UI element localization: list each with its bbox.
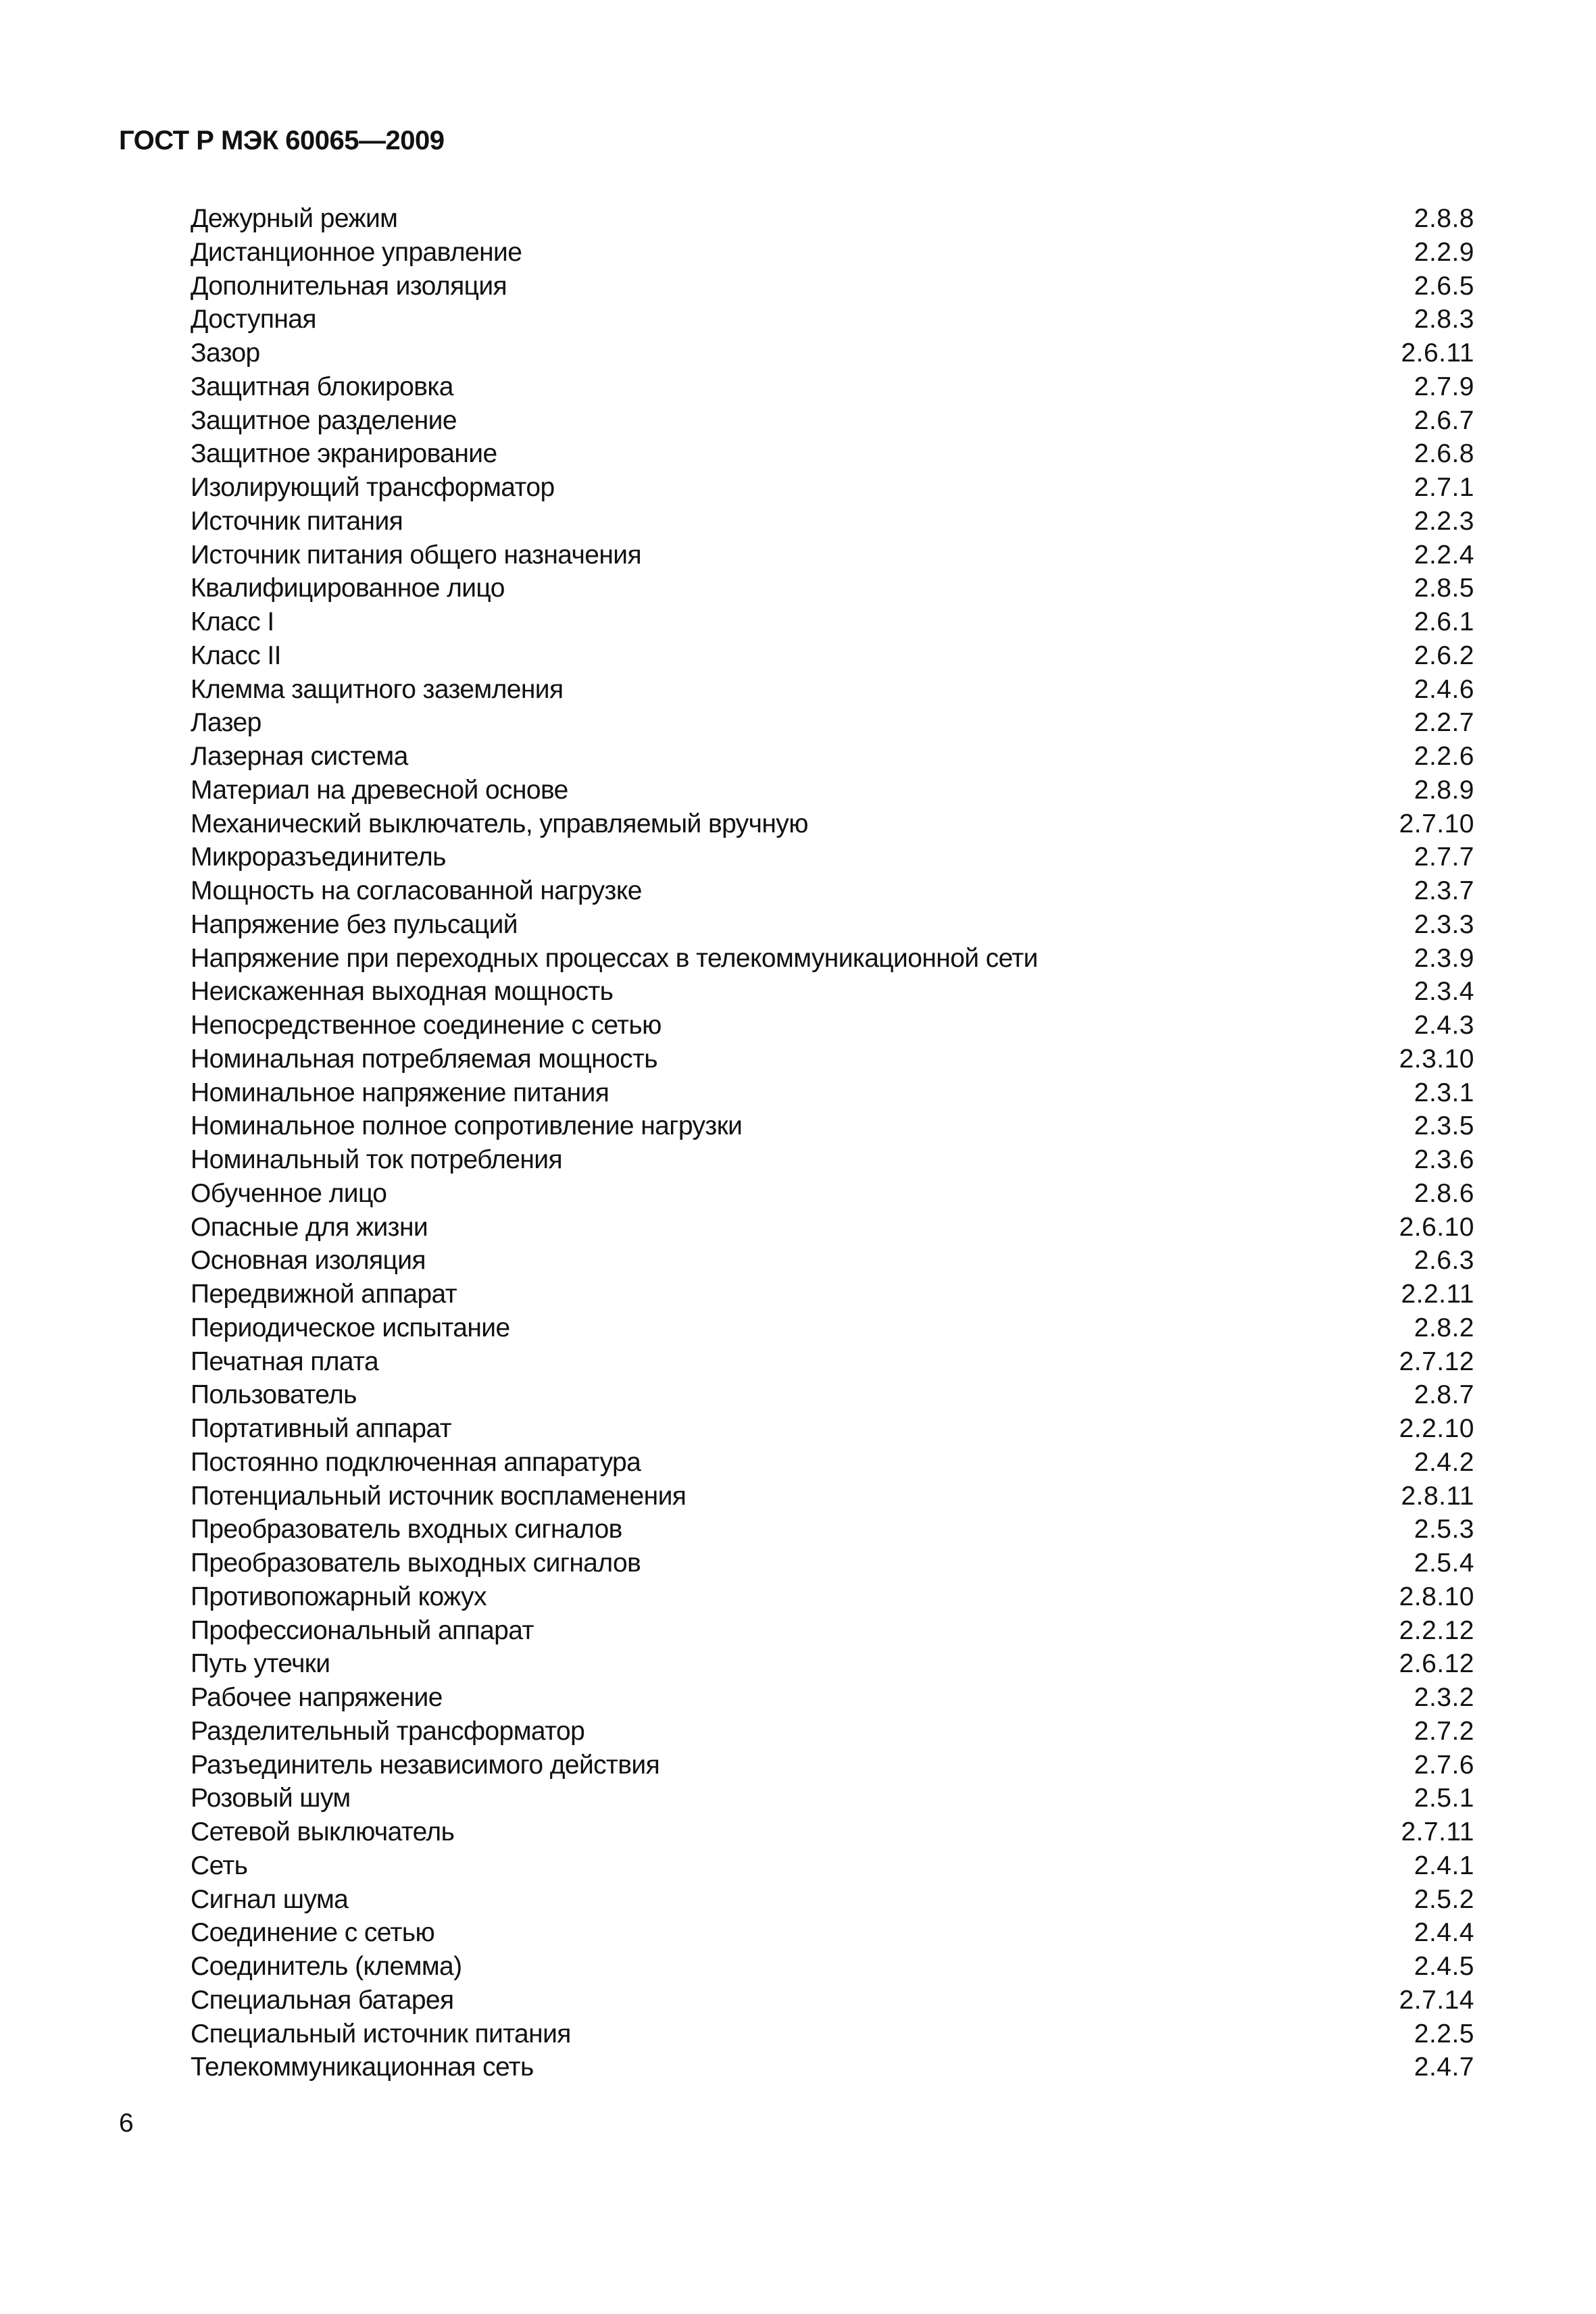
index-row bbox=[191, 1715, 1474, 1749]
index-row bbox=[191, 538, 1474, 572]
index-row bbox=[191, 572, 1474, 605]
index-row bbox=[191, 1143, 1474, 1177]
index-term: Профессиональный аппарат bbox=[191, 1615, 534, 1645]
index-term: Защитное разделение bbox=[191, 405, 457, 435]
index-row bbox=[191, 1480, 1474, 1513]
index-term: Материал на древесной основе bbox=[191, 775, 568, 805]
index-row bbox=[191, 1647, 1474, 1681]
index-reference: 2.7.6 bbox=[1414, 1750, 1474, 1780]
index-term: Источник питания bbox=[191, 506, 403, 536]
index-term: Периодическое испытание bbox=[191, 1313, 510, 1342]
index-reference: 2.2.3 bbox=[1414, 506, 1474, 536]
index-reference: 2.6.8 bbox=[1414, 439, 1474, 469]
index-reference: 2.3.9 bbox=[1414, 943, 1474, 973]
index-reference: 2.4.2 bbox=[1414, 1447, 1474, 1477]
index-row bbox=[191, 202, 1474, 236]
index-row bbox=[191, 908, 1474, 942]
index-term: Потенциальный источник воспламенения bbox=[191, 1481, 687, 1511]
index-reference: 2.4.5 bbox=[1414, 1952, 1474, 1981]
index-row bbox=[191, 706, 1474, 740]
index-row bbox=[191, 942, 1474, 976]
index-reference: 2.6.3 bbox=[1414, 1246, 1474, 1276]
index-row bbox=[191, 807, 1474, 841]
index-row bbox=[191, 1950, 1474, 1984]
index-term: Дистанционное управление bbox=[191, 237, 522, 267]
index-reference: 2.3.1 bbox=[1414, 1078, 1474, 1107]
index-reference: 2.2.11 bbox=[1401, 1280, 1474, 1309]
index-reference: 2.5.2 bbox=[1414, 1884, 1474, 1914]
index-row bbox=[191, 2017, 1474, 2051]
index-reference: 2.7.2 bbox=[1414, 1716, 1474, 1746]
index-reference: 2.2.10 bbox=[1399, 1414, 1474, 1443]
index-term: Номинальное полное сопротивление нагрузки bbox=[191, 1111, 743, 1141]
index-row bbox=[191, 1042, 1474, 1076]
index-row bbox=[191, 673, 1474, 707]
index-row bbox=[191, 975, 1474, 1009]
index-reference: 2.3.7 bbox=[1414, 876, 1474, 905]
index-reference: 2.7.12 bbox=[1399, 1347, 1474, 1376]
index-row bbox=[191, 236, 1474, 270]
index-row bbox=[191, 1211, 1474, 1244]
index-term: Преобразователь выходных сигналов bbox=[191, 1549, 641, 1578]
index-row bbox=[191, 303, 1474, 336]
index-reference: 2.7.9 bbox=[1414, 372, 1474, 401]
index-row bbox=[191, 1916, 1474, 1950]
index-term: Постоянно подключенная аппаратура bbox=[191, 1447, 641, 1477]
index-reference: 2.5.1 bbox=[1414, 1784, 1474, 1813]
index-row bbox=[191, 1749, 1474, 1782]
index-reference: 2.4.1 bbox=[1414, 1851, 1474, 1880]
index-term: Обученное лицо bbox=[191, 1178, 387, 1208]
index-term: Рабочее напряжение bbox=[191, 1683, 443, 1712]
index-row bbox=[191, 404, 1474, 438]
index-reference: 2.2.5 bbox=[1414, 2019, 1474, 2048]
index-reference: 2.3.3 bbox=[1414, 909, 1474, 939]
index-row bbox=[191, 505, 1474, 538]
index-row bbox=[191, 605, 1474, 639]
index-reference: 2.7.10 bbox=[1399, 809, 1474, 838]
index-term: Класс I bbox=[191, 607, 274, 636]
index-row bbox=[191, 1883, 1474, 1917]
index-reference: 2.4.6 bbox=[1414, 674, 1474, 704]
index-reference: 2.3.2 bbox=[1414, 1683, 1474, 1712]
index-term: Зазор bbox=[191, 338, 260, 368]
index-row bbox=[191, 1412, 1474, 1446]
index-reference: 2.4.4 bbox=[1414, 1918, 1474, 1948]
index-row bbox=[191, 2051, 1474, 2084]
index-reference: 2.4.7 bbox=[1414, 2053, 1474, 2082]
index-row bbox=[191, 270, 1474, 303]
index-reference: 2.8.9 bbox=[1414, 775, 1474, 805]
index-term: Класс II bbox=[191, 640, 281, 670]
page-number: 6 bbox=[119, 2109, 134, 2138]
index-term: Розовый шум bbox=[191, 1784, 351, 1813]
index-term: Номинальная потребляемая мощность bbox=[191, 1044, 657, 1074]
index-reference: 2.2.7 bbox=[1414, 708, 1474, 738]
index-term: Пользователь bbox=[191, 1380, 357, 1410]
index-term: Клемма защитного заземления bbox=[191, 674, 564, 704]
index-row bbox=[191, 1378, 1474, 1412]
index-term: Сигнал шума bbox=[191, 1884, 349, 1914]
document-header: ГОСТ Р МЭК 60065—2009 bbox=[119, 126, 445, 155]
index-term: Лазерная система bbox=[191, 742, 408, 771]
index-row bbox=[191, 1546, 1474, 1580]
index-term: Печатная плата bbox=[191, 1347, 379, 1376]
index-term: Квалифицированное лицо bbox=[191, 574, 505, 603]
index-term: Разъединитель независимого действия bbox=[191, 1750, 660, 1780]
index-reference: 2.3.5 bbox=[1414, 1111, 1474, 1141]
index-row bbox=[191, 1177, 1474, 1211]
index-term: Телекоммуникационная сеть bbox=[191, 2053, 534, 2082]
index-row bbox=[191, 437, 1474, 471]
index-term: Соединение с сетью bbox=[191, 1918, 435, 1948]
index-reference: 2.6.7 bbox=[1414, 405, 1474, 435]
index-reference: 2.8.6 bbox=[1414, 1178, 1474, 1208]
index-row bbox=[191, 336, 1474, 370]
index-term: Опасные для жизни bbox=[191, 1212, 428, 1242]
index-term: Номинальный ток потребления bbox=[191, 1145, 562, 1174]
index-reference: 2.8.8 bbox=[1414, 204, 1474, 233]
index-term: Разделительный трансформатор bbox=[191, 1716, 585, 1746]
index-reference: 2.2.12 bbox=[1399, 1615, 1474, 1645]
index-term: Защитное экранирование bbox=[191, 439, 497, 469]
index-row bbox=[191, 1244, 1474, 1278]
index-term: Передвижной аппарат bbox=[191, 1280, 457, 1309]
index-row bbox=[191, 639, 1474, 673]
index-reference: 2.8.3 bbox=[1414, 305, 1474, 334]
index-term: Основная изоляция bbox=[191, 1246, 426, 1276]
index-row bbox=[191, 874, 1474, 908]
index-row bbox=[191, 1109, 1474, 1143]
index-term: Изолирующий трансформатор bbox=[191, 473, 555, 502]
index-row bbox=[191, 471, 1474, 505]
index-reference: 2.5.4 bbox=[1414, 1549, 1474, 1578]
index-row bbox=[191, 1513, 1474, 1546]
index-reference: 2.8.10 bbox=[1399, 1582, 1474, 1611]
index-row bbox=[191, 1681, 1474, 1715]
index-term: Дополнительная изоляция bbox=[191, 271, 507, 301]
index-reference: 2.8.5 bbox=[1414, 574, 1474, 603]
index-reference: 2.6.2 bbox=[1414, 640, 1474, 670]
index-row bbox=[191, 1446, 1474, 1480]
index-reference: 2.7.11 bbox=[1401, 1817, 1474, 1846]
index-term: Источник питания общего назначения bbox=[191, 540, 641, 570]
index-term: Защитная блокировка bbox=[191, 372, 453, 401]
index-term: Доступная bbox=[191, 305, 316, 334]
index-term: Номинальное напряжение питания bbox=[191, 1078, 609, 1107]
index-reference: 2.6.12 bbox=[1399, 1649, 1474, 1679]
index-term: Путь утечки bbox=[191, 1649, 330, 1679]
index-reference: 2.6.5 bbox=[1414, 271, 1474, 301]
index-term: Неискаженная выходная мощность bbox=[191, 977, 614, 1007]
index-term: Портативный аппарат bbox=[191, 1414, 451, 1443]
index-term: Преобразователь входных сигналов bbox=[191, 1515, 622, 1544]
index-reference: 2.3.10 bbox=[1399, 1044, 1474, 1074]
index-term: Лазер bbox=[191, 708, 261, 738]
index-reference: 2.5.3 bbox=[1414, 1515, 1474, 1544]
index-term: Соединитель (клемма) bbox=[191, 1952, 462, 1981]
index-reference: 2.2.9 bbox=[1414, 237, 1474, 267]
index-term: Специальный источник питания bbox=[191, 2019, 571, 2048]
index-reference: 2.8.11 bbox=[1401, 1481, 1474, 1511]
index-term: Напряжение без пульсаций bbox=[191, 909, 518, 939]
index-reference: 2.3.6 bbox=[1414, 1145, 1474, 1174]
index-row bbox=[191, 774, 1474, 807]
index-term: Механический выключатель, управляемый вручную bbox=[191, 809, 808, 838]
index-reference: 2.7.14 bbox=[1399, 1985, 1474, 2015]
index-term: Непосредственное соединение с сетью bbox=[191, 1011, 662, 1040]
index-row bbox=[191, 1311, 1474, 1345]
index-row bbox=[191, 1782, 1474, 1815]
index-reference: 2.6.1 bbox=[1414, 607, 1474, 636]
index-reference: 2.4.3 bbox=[1414, 1011, 1474, 1040]
index-term: Сетевой выключатель bbox=[191, 1817, 455, 1846]
index-reference: 2.2.4 bbox=[1414, 540, 1474, 570]
index-row bbox=[191, 1815, 1474, 1849]
index-term: Противопожарный кожух bbox=[191, 1582, 487, 1611]
index-row bbox=[191, 1614, 1474, 1648]
index-term: Мощность на согласованной нагрузке bbox=[191, 876, 642, 905]
index-row bbox=[191, 1984, 1474, 2017]
index-term: Дежурный режим bbox=[191, 204, 398, 233]
index-term: Специальная батарея bbox=[191, 1985, 454, 2015]
term-index-list bbox=[191, 202, 1474, 2084]
index-term: Напряжение при переходных процессах в телекоммуникационной сети bbox=[191, 943, 1038, 973]
index-row bbox=[191, 740, 1474, 774]
index-reference: 2.2.6 bbox=[1414, 742, 1474, 771]
index-reference: 2.6.10 bbox=[1399, 1212, 1474, 1242]
index-row bbox=[191, 1345, 1474, 1379]
index-row bbox=[191, 840, 1474, 874]
index-term: Сеть bbox=[191, 1851, 248, 1880]
index-row bbox=[191, 370, 1474, 404]
index-row bbox=[191, 1849, 1474, 1883]
index-row bbox=[191, 1009, 1474, 1042]
index-reference: 2.7.1 bbox=[1414, 473, 1474, 502]
index-reference: 2.6.11 bbox=[1401, 338, 1474, 368]
index-reference: 2.7.7 bbox=[1414, 842, 1474, 872]
index-reference: 2.8.2 bbox=[1414, 1313, 1474, 1342]
index-row bbox=[191, 1580, 1474, 1614]
index-row bbox=[191, 1076, 1474, 1110]
index-term: Микроразъединитель bbox=[191, 842, 446, 872]
index-reference: 2.8.7 bbox=[1414, 1380, 1474, 1410]
index-reference: 2.3.4 bbox=[1414, 977, 1474, 1007]
index-row bbox=[191, 1278, 1474, 1311]
